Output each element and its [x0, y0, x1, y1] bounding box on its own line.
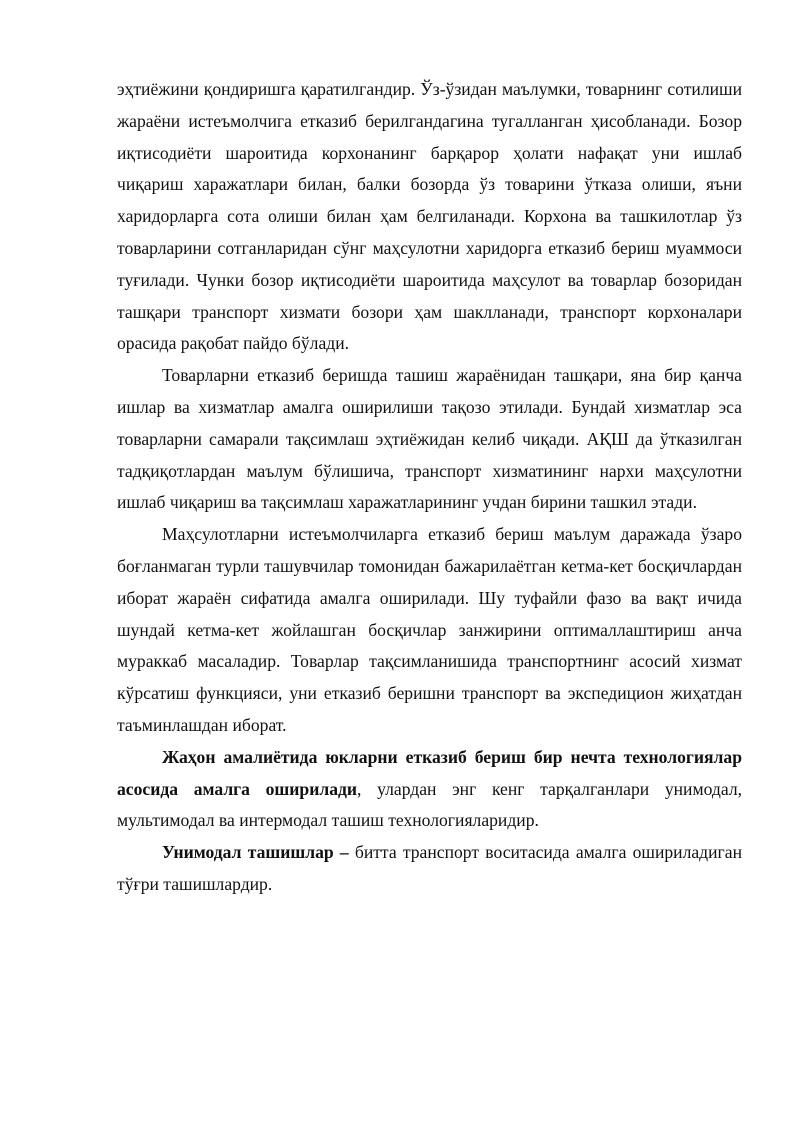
paragraph-4-text: , улардан энг кенг тарқалганлари унимодал, мультимодал ва интермодал ташиш технологияларидир. — [117, 778, 742, 831]
paragraph-5 — [117, 837, 742, 901]
paragraph-4 — [117, 742, 742, 837]
paragraph-5-bold-term: Унимодал ташишлар – — [162, 842, 349, 863]
paragraph-3 — [117, 519, 742, 742]
paragraph-2-text: Товарларни етказиб беришда ташиш жараёнидан ташқари, яна бир қанча ишлар ва хизматлар амалга оширилиши тақозо этилади. Бундай хизматлар эса товарларни самарали тақсимлаш эҳтиёжидан келиб чиқади. АҚШ да ўтказилган тадқиқотлардан маълум бўлишича, транспорт хизматининг нархи маҳсулотни ишлаб чиқариш ва тақсимлаш харажатларининг учдан бирини ташкил этади. — [117, 365, 742, 513]
paragraph-1 — [117, 74, 742, 360]
paragraph-4-bold-lead: Жаҳон амалиётида юкларни етказиб бериш бир нечта технологиялар асосида амалга оширилади — [117, 746, 742, 799]
paragraph-2 — [117, 360, 742, 519]
paragraph-3-text: Маҳсулотларни истеъмолчиларга етказиб бериш маълум даражада ўзаро боғланмаган турли ташувчилар томонидан бажарилаётган кетма-кет босқичлардан иборат жараён сифатида амалга оширилади. Шу туфайли фазо ва вақт ичида шундай кетма-кет жойлашган босқичлар занжирини оптималлаштириш анча мураккаб масаладир. Товарлар тақсимланишида транспортнинг асосий хизмат кўрсатиш функцияси, уни етказиб беришни транспорт ва экспедицион жиҳатдан таъминлашдан иборат. — [117, 524, 742, 735]
document-page — [117, 74, 742, 901]
paragraph-5-text: битта транспорт воситасида амалга ошириладиган тўғри ташишлардир. — [117, 842, 742, 894]
paragraph-1-text: эҳтиёжини қондиришга қаратилгандир. Ўз-ўзидан маълумки, товарнинг сотилиши жараёни истеъмолчига етказиб берилгандагина тугалланган ҳисобланади. Бозор иқтисодиёти шароитида корхонанинг барқарор ҳолати нафақат уни ишлаб чиқариш харажатлари билан, балки бозорда ўз товарини ўтказа олиши, яъни харидорларга сота олиши билан ҳам белгиланади. Корхона ва ташкилотлар ўз товарларини сотганларидан сўнг маҳсулотни харидорга етказиб бериш муаммоси туғилади. Чунки бозор иқтисодиёти шароитида маҳсулот ва товарлар бозоридан ташқари транспорт хизмати бозори ҳам шаклланади, транспорт корхоналари орасида рақобат пайдо бўлади. — [117, 79, 742, 354]
